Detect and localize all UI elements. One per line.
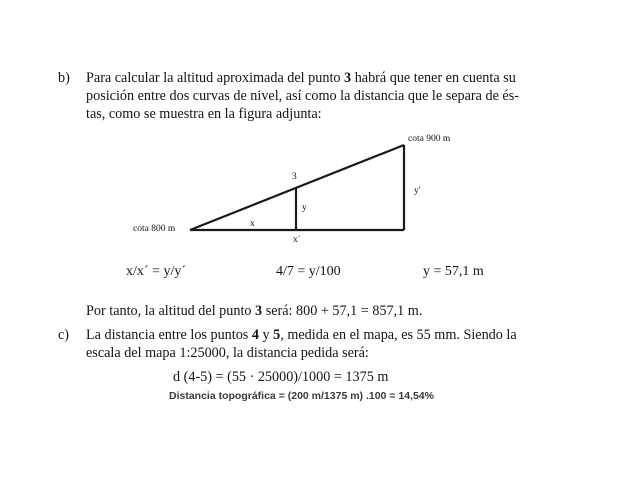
point-3-label: 3 — [292, 172, 297, 182]
conclusion-line: Por tanto, la altitud del punto 3 será: 800 + 57,1 = 857,1 m. — [86, 303, 423, 319]
section-b-line-1: Para calcular la altitud aproximada del punto 3 habrá que tener en cuenta su — [86, 70, 516, 86]
x-prime-label: x´ — [293, 235, 301, 245]
section-c-line-1: La distancia entre los puntos 4 y 5, medida en el mapa, es 55 mm. Siendo la — [86, 327, 517, 343]
distance-formula: d (4-5) = (55 · 25000)/1000 = 1375 m — [173, 369, 389, 385]
section-c-line-2: escala del mapa 1:25000, la distancia pedida será: — [86, 345, 369, 361]
section-b-line-2: posición entre dos curvas de nivel, así como la distancia que le separa de és- — [86, 88, 519, 104]
section-c-letter: c) — [58, 327, 70, 343]
cota-800-label: cota 800 m — [133, 224, 176, 234]
equation-substitution: 4/7 = y/100 — [276, 264, 341, 279]
section-b-line-3: tas, como se muestra en la figura adjunta: — [86, 106, 322, 122]
equation-result: y = 57,1 m — [423, 264, 484, 279]
cota-900-label: cota 900 m — [408, 134, 451, 144]
section-b-letter: b) — [58, 70, 70, 86]
topographic-distance-formula: Distancia topográfica = (200 m/1375 m) .100 = 14,54% — [169, 390, 434, 402]
equation-proportion: x/x´ = y/y´ — [126, 264, 186, 279]
x-label: x — [250, 219, 255, 229]
y-label: y — [302, 203, 307, 213]
y-prime-label: y' — [414, 186, 421, 196]
